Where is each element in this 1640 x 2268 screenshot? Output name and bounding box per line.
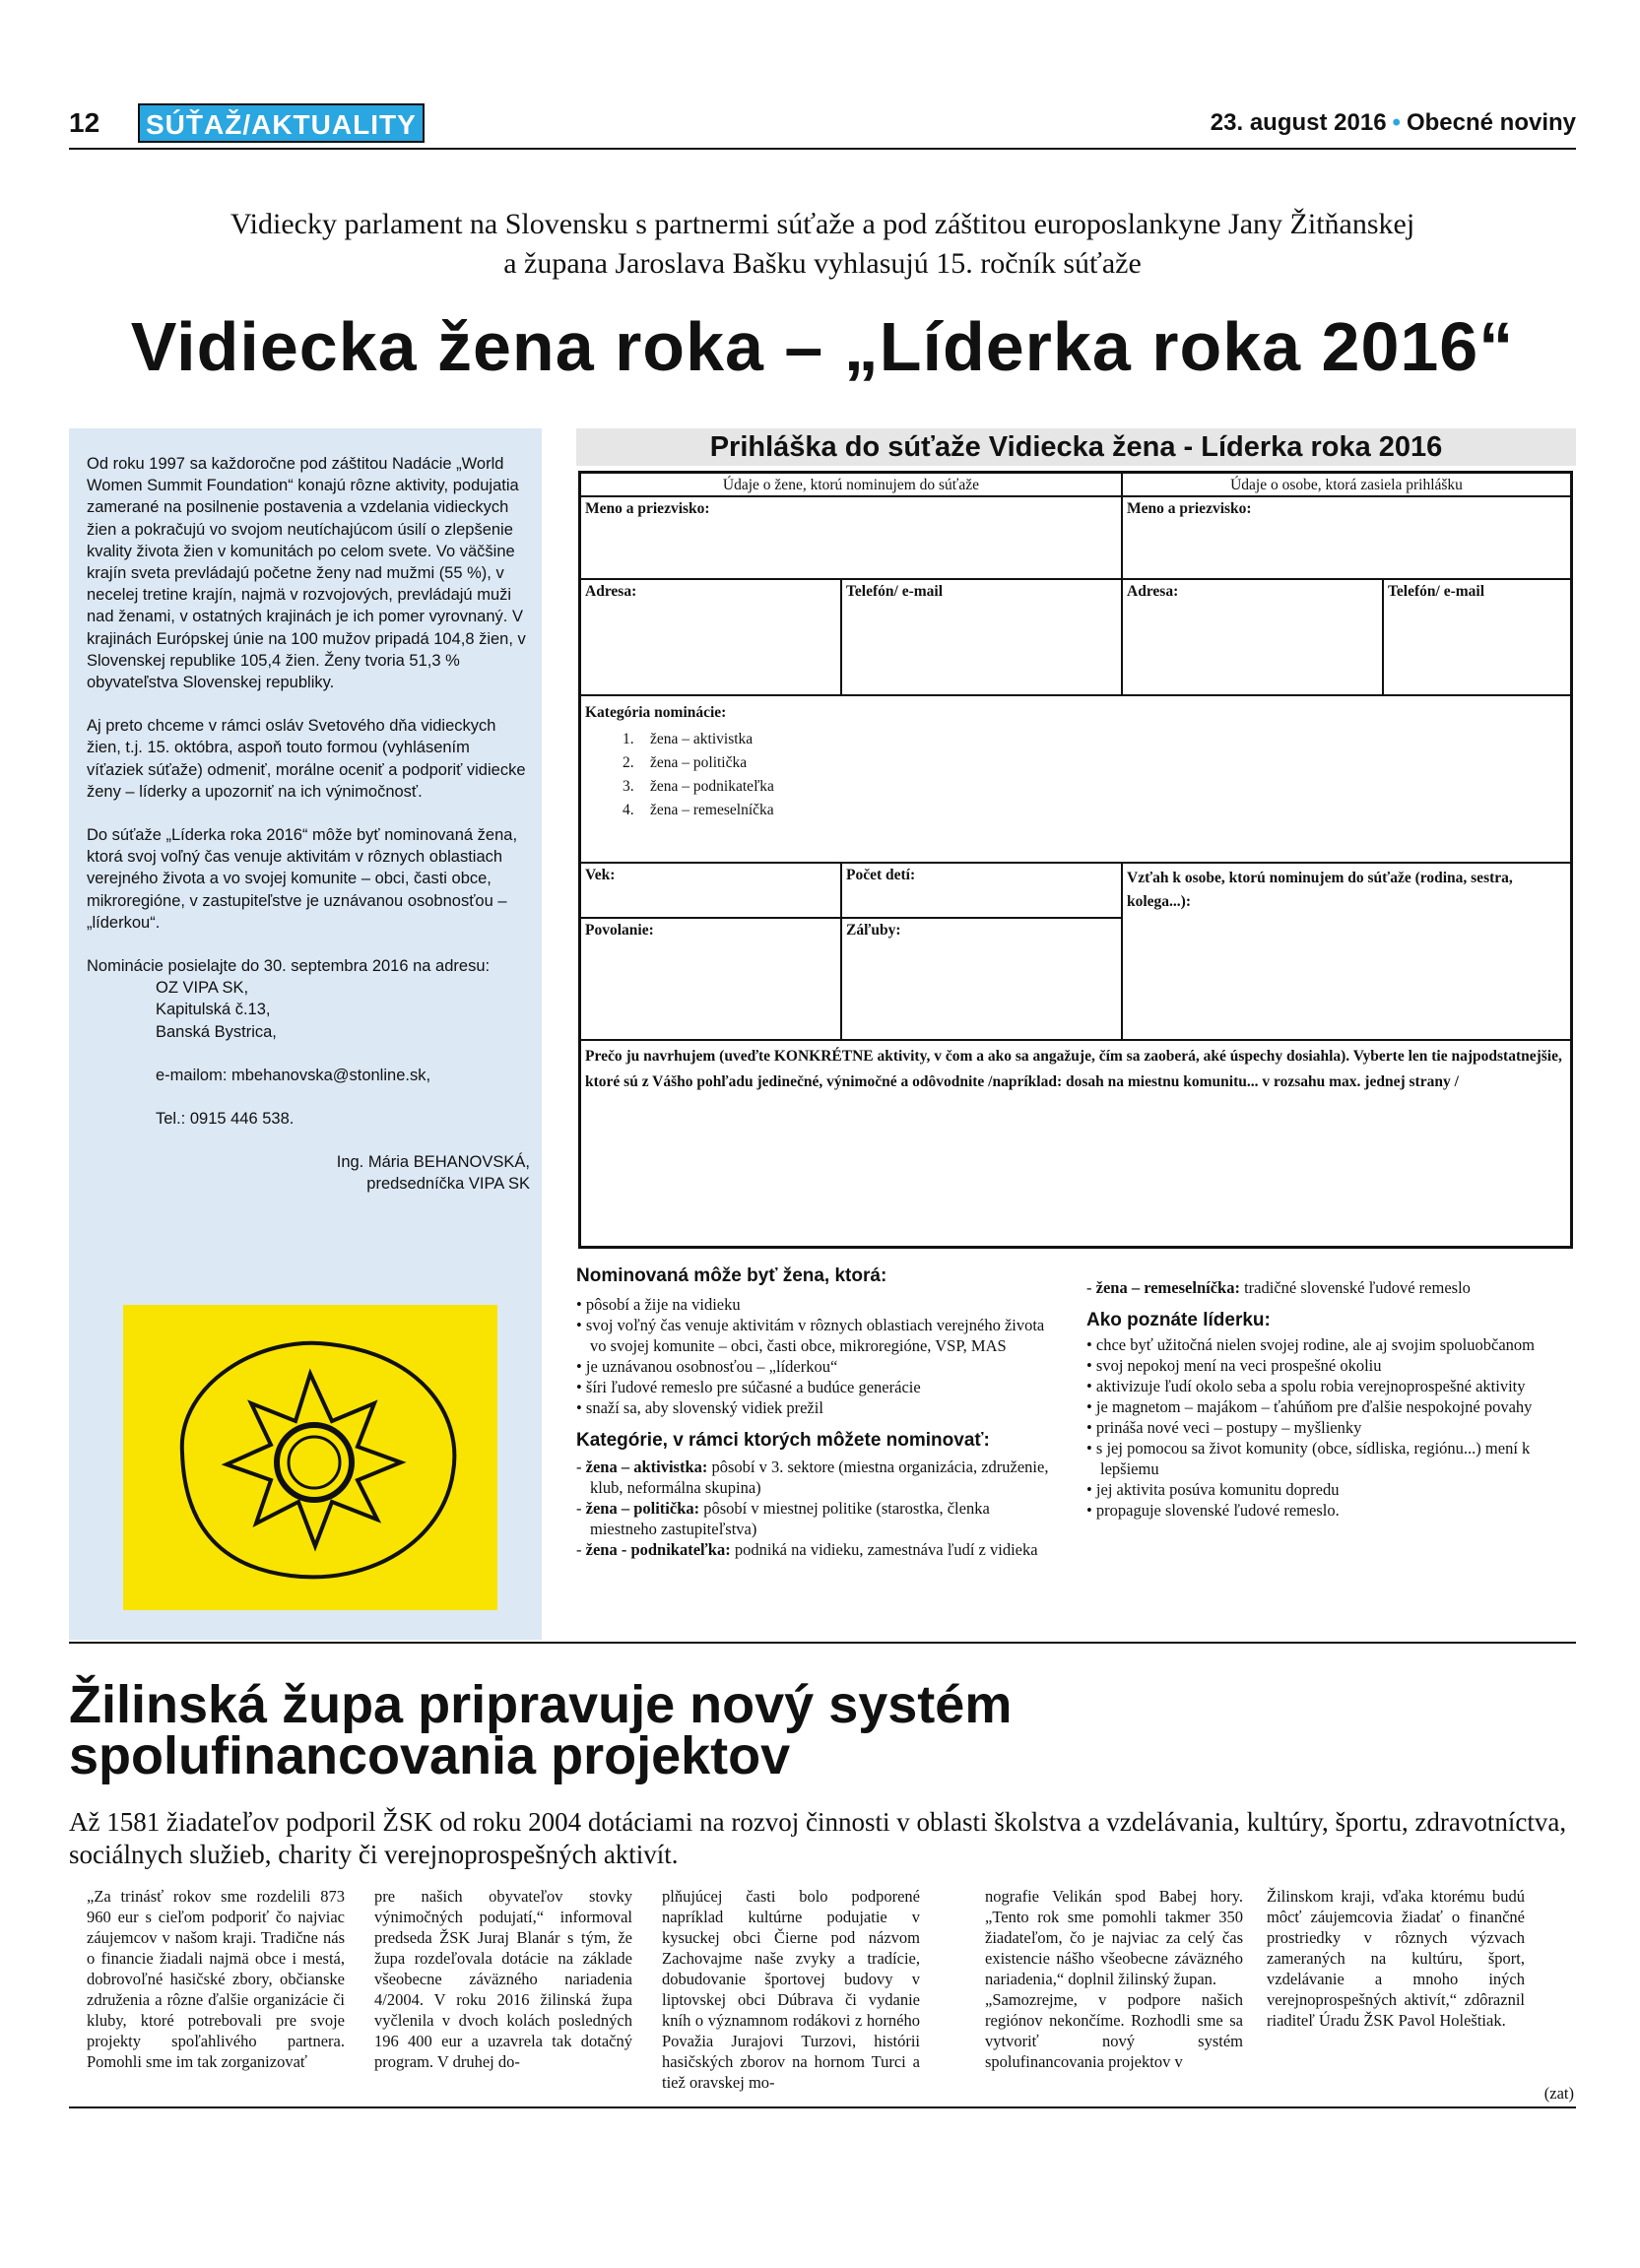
category-description: - žena – politička: pôsobí v miestnej politike (starostka, členka miestneho zastupiteľstva) (576, 1499, 990, 1538)
address-line: Kapitulská č.13, (156, 1001, 271, 1019)
intro-line-2: a župana Jaroslava Bašku vyhlasujú 15. ročník súťaže (503, 247, 1142, 280)
leader-item: • propaguje slovenské ľudové remeslo. (1086, 1501, 1340, 1520)
article-paragraph: „Samozrejme, v podpore našich regiónov nekončíme. Rozhodli sme sa vytvoriť nový systém spolufinancovania projektov v (985, 1990, 1243, 2071)
nominee-phone-field[interactable]: Telefón/ e-mail (841, 579, 1122, 695)
bullet-separator: • (1392, 109, 1401, 136)
page-headline: Vidiecka žena roka – „Líderka roka 2016“ (130, 308, 1515, 385)
article-column: pre našich obyvateľov stovky výnimočných podujatí,“ informoval predseda ŽSK Juraj Blanár s tým, že župa rozdeľovala dotácie na základe všeobecne záväzného nariadenia 4/2004. V roku 2016 žilinská župa vyčlenila v dvoch kolách posledných 196 400 eur a uzavrela tak dotačný program. V druhej do- (374, 1887, 632, 2071)
age-field[interactable]: Vek: (580, 863, 841, 918)
nominee-name-field[interactable]: Meno a priezvisko: (580, 496, 1122, 579)
criteria-item: • pôsobí a žije na vidieku (576, 1295, 741, 1314)
sun-drawing-icon (123, 1305, 497, 1610)
criteria-item: • snaží sa, aby slovenský vidiek prežil (576, 1398, 823, 1417)
issue-date: 23. august 2016 (1210, 109, 1387, 136)
header-divider (69, 148, 1576, 150)
category-option[interactable]: 4. žena – remeselníčka (623, 802, 774, 818)
leader-item: • prináša nové veci – postupy – myšlienky (1086, 1418, 1362, 1437)
category-option[interactable]: 2. žena – politička (623, 754, 748, 771)
info-paragraph: Do súťaže „Líderka roka 2016“ môže byť nominovaná žena, ktorá svoj voľný čas venuje aktivitám v rôznych oblastiach verejného života a vo svojej komunite – obci, časti obce, mikroregióne, v zastupiteľstve je uznávanou osobnosťou – „líderkou“. (87, 826, 518, 932)
occupation-field[interactable]: Povolanie: (580, 918, 841, 1040)
signature-role: predsedníčka VIPA SK (366, 1175, 530, 1194)
publication-name: Obecné noviny (1406, 109, 1576, 136)
criteria-item: • svoj voľný čas venuje aktivitám v rôznych oblastiach verejného života vo svojej komunite – obci, časti obce, mikroregióne, VSP, MAS (576, 1316, 1045, 1355)
article-divider (69, 1642, 1576, 1644)
info-sidebar (69, 428, 542, 1640)
logo (123, 1305, 497, 1610)
info-paragraph: Od roku 1997 sa každoročne pod záštitou Nadácie „World Women Summit Foundation“ konajú rôzne aktivity, podujatia zamerané na posilnenie postavenia a vzdelania vidieckych žien a pokračujú vo svojom neutíchajúcom úsilí o zlepšenie kvality života žien v komunitách po celom svete. Vo väčšine krajín sveta prevládajú početne ženy nad mužmi (55 %), v necelej tretine krajín, najmä v rozvojových, prevládajú muži nad ženami, v ostatných krajinách je ich pomer vyrovnaný. V krajinách Európskej únie na 100 mužov pripadá 104,8 žien, v Slovenskej republike 105,4 žien. Ženy tvoria 51,3 % obyvateľstva Slovenskej republiky. (87, 455, 526, 692)
contact-phone: Tel.: 0915 446 538. (156, 1110, 295, 1129)
category-description: - žena – remeselníčka: tradičné slovenské ľudové remeslo (1086, 1278, 1471, 1297)
intro-text (69, 205, 1576, 284)
category-field (580, 695, 1571, 863)
criteria-title: Nominovaná môže byť žena, ktorá: (576, 1265, 887, 1286)
criteria-column (576, 1265, 1059, 1560)
nominee-address-field[interactable]: Adresa: (580, 579, 841, 695)
sender-name-field[interactable]: Meno a priezvisko: (1122, 496, 1571, 579)
criteria-item: • šíri ľudové remeslo pre súčasné a budúce generácie (576, 1378, 921, 1396)
contact-email: e-mailom: mbehanovska@stonline.sk, (156, 1066, 431, 1084)
category-description: - žena - podnikateľka: podniká na vidieku, zamestnáva ľudí z vidieka (576, 1540, 1038, 1559)
categories-desc-list (576, 1457, 1059, 1560)
category-label: Kategória nominácie: (585, 704, 727, 721)
address-line: Banská Bystrica, (156, 1022, 277, 1041)
form-header-sender: Údaje o osobe, ktorá zasiela prihlášku (1122, 473, 1571, 496)
article-column (985, 1886, 1243, 2072)
article-paragraph: nografie Velikán spod Babej hory. „Tento rok sme pomohli takmer 350 žiadateľom, čo je najviac za celý čas existencie nášho všeobecne záväzného nariadenia,“ doplnil žilinský župan. (985, 1887, 1243, 1988)
intro-line-1: Vidiecky parlament na Slovensku s partnermi súťaže a pod záštitou europoslankyne Jany Žitňanskej (230, 208, 1415, 240)
application-form (578, 471, 1573, 1249)
article-column: „Za trinásť rokov sme rozdelili 873 960 eur s cieľom podporiť čo najviac záujemcov v našom kraji. Tradične nás o financie žiadali najmä obce i mestá, dobrovoľné hasičské zbory, občianske združenia a rôzne ďalšie organizácie či kluby, ktoré potrebovali pre svoje projekty spoľahlivého partnera. Pomohli sme im tak zorganizovať (87, 1887, 345, 2071)
category-option[interactable]: 1. žena – aktivistka (623, 731, 754, 747)
relation-field[interactable]: Vzťah k osobe, ktorú nominujem do súťaže (rodina, sestra, kolega...): (1122, 863, 1571, 1040)
article-title (69, 1675, 1576, 1785)
leader-title: Ako poznáte líderku: (1086, 1310, 1271, 1330)
leader-item: • s jej pomocou sa život komunity (obce, sídliska, regiónu...) mení k lepšiemu (1086, 1439, 1531, 1478)
page-number: 12 (69, 107, 100, 138)
info-text (87, 453, 530, 1196)
article-title-line: spolufinancovania projektov (69, 1726, 791, 1785)
leader-item: • je magnetom – majákom – ťahúňom pre ďalšie nespokojné povahy (1086, 1397, 1533, 1416)
issue-info (1211, 109, 1576, 137)
form-header-nominee: Údaje o žene, ktorú nominujem do súťaže (580, 473, 1122, 496)
article-column: Žilinskom kraji, vďaka ktorému budú môcť záujemcovia žiadať o finančné prostriedky v rôznych výzvach zameraných na kultúru, šport, vzdelávanie a mnoho iných verejnoprospešných aktivít,“ zdôraznil riaditeľ Úradu ŽSK Pavol Holeštiak. (1267, 1887, 1525, 2030)
sender-address-field[interactable]: Adresa: (1122, 579, 1383, 695)
leader-item: • chce byť užitočná nielen svojej rodine, ale aj svojim spoluobčanom (1086, 1335, 1535, 1354)
leader-column (1086, 1277, 1574, 1521)
category-list (585, 728, 1566, 822)
category-description: - žena – aktivistka: pôsobí v 3. sektore (miestna organizácia, združenie, klub, neformálna skupina) (576, 1458, 1049, 1497)
leader-item: • svoj nepokoj mení na veci prospešné okoliu (1086, 1356, 1382, 1375)
hobbies-field[interactable]: Záľuby: (841, 918, 1122, 1040)
signature-name: Ing. Mária BEHANOVSKÁ, (336, 1153, 530, 1172)
article-signoff: (zat) (1543, 2084, 1574, 2103)
categories-desc-list-cont (1086, 1277, 1574, 1298)
section-badge: SÚŤAŽ/AKTUALITY (138, 103, 425, 143)
info-paragraph: Aj preto chceme v rámci osláv Svetového dňa vidieckych žien, t.j. 15. októbra, aspoň touto formou (vyhlásením víťaziek súťaže) odmeniť, morálne oceniť a podporiť vidiecke ženy – líderky a upozorniť na ich výnimočnosť. (87, 717, 526, 801)
reason-field[interactable]: Prečo ju navrhujem (uveďte KONKRÉTNE aktivity, v čom a ako sa angažuje, čím sa zaoberá, aké úspechy dosiahla). Vyberte len tie najpodstatnejšie, ktoré sú z Vášho pohľadu jedinečné, výnimočné a odôvodnite /napríklad: dosah na miestnu komunitu... v rozsahu max. jednej strany / (580, 1040, 1571, 1247)
sender-phone-field[interactable]: Telefón/ e-mail (1383, 579, 1571, 695)
leader-item: • jej aktivita posúva komunitu dopredu (1086, 1480, 1340, 1499)
categories-title: Kategórie, v rámci ktorých môžete nominovať: (576, 1430, 990, 1451)
article-lead: Až 1581 žiadateľov podporil ŽSK od roku 2004 dotáciami na rozvoj činnosti v oblasti školstva a vzdelávania, kultúry, športu, zdravotníctva, sociálnych služieb, charity či verejnoprospešných aktivít. (69, 1807, 1567, 1869)
children-count-field[interactable]: Počet detí: (841, 863, 1122, 918)
info-nomination-deadline: Nominácie posielajte do 30. septembra 2016 na adresu: (87, 957, 491, 976)
page-header (69, 103, 1576, 143)
criteria-list (576, 1294, 1059, 1418)
form-title: Prihláška do súťaže Vidiecka žena - Líderka roka 2016 (576, 428, 1576, 466)
article-title-line: Žilinská župa pripravuje nový systém (69, 1675, 1013, 1734)
leader-item: • aktivizuje ľudí okolo seba a spolu robia verejnoprospešné aktivity (1086, 1377, 1526, 1395)
category-option[interactable]: 3. žena – podnikateľka (623, 778, 774, 795)
article-column: plňujúcej časti bolo podporené napríklad kultúrne podujatie v kysuckej obci Čierne pod názvom Zachovajme naše zvyky a tradície, dobudovanie športovej budovy v liptovskej obci Dúbrava či vydanie kníh o významnom rodákovi z horného Považia Jurajovi Turzovi, histórii hasičských zborov na hornom Turci a tiež oravskej mo- (662, 1887, 920, 2092)
address-line: OZ VIPA SK, (156, 979, 249, 998)
footer-divider (69, 2106, 1576, 2108)
criteria-item: • je uznávanou osobnosťou – „líderkou“ (576, 1357, 838, 1376)
leader-list (1086, 1334, 1574, 1521)
